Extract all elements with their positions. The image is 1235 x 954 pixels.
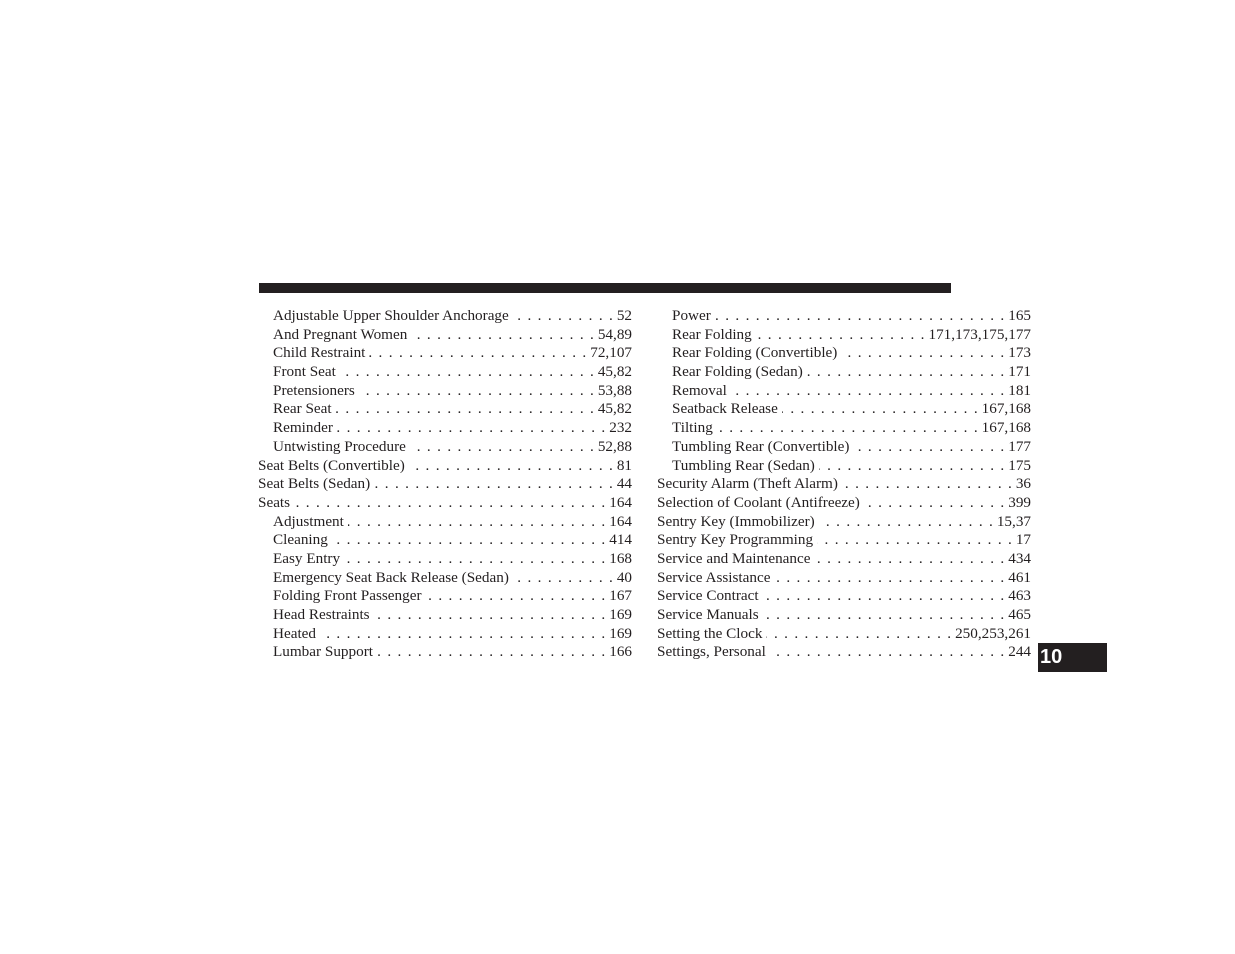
dot-leader [770,643,1004,662]
dot-leader [513,307,613,326]
index-term: Cleaning [273,531,328,549]
index-page-ref: 165 [1008,307,1031,324]
index-entry [657,363,1031,382]
index-page-ref: 52 [616,307,632,324]
index-page-ref: 36 [1015,475,1031,493]
dot-leader [763,587,1005,606]
dot-leader [426,587,606,606]
index-entry [258,344,632,363]
index-entry [258,419,632,438]
index-entry [657,550,1031,569]
index-entry [258,438,632,457]
dot-leader [715,307,1004,326]
index-entry [657,606,1031,625]
index-page-ref: 244 [1008,643,1031,661]
index-page-ref: 173 [1008,344,1031,362]
index-term: Rear Seat [273,400,332,418]
index-entry [258,587,632,606]
dot-leader [717,419,978,438]
index-column-left [258,307,632,662]
index-page-ref: 169 [609,624,632,642]
dot-leader [841,344,1004,363]
index-page-ref: 232 [609,419,632,437]
dot-leader [815,550,1005,569]
index-page-ref: 167,168 [981,419,1031,437]
dot-leader [782,400,978,419]
index-entry [258,307,632,326]
dot-leader [359,382,594,401]
dot-leader [807,363,1004,382]
dot-leader [853,438,1004,457]
header-rule [259,283,951,293]
index-entry [657,382,1031,401]
dot-leader [374,475,613,494]
dot-leader [332,531,605,550]
index-term: Tilting [672,419,713,437]
index-column-right [657,307,1031,662]
index-page-ref: 169 [609,606,632,623]
dot-leader [344,550,605,569]
dot-leader [763,606,1005,625]
index-page-ref: 166 [609,643,632,661]
index-entry [657,587,1031,606]
index-page-ref: 45,82 [597,400,632,418]
index-entry [258,382,632,401]
index-entry [258,569,632,588]
index-term: Power [672,307,711,324]
index-page-ref: 168 [609,549,632,567]
dot-leader [369,344,586,363]
index-entry [657,419,1031,438]
dot-leader [842,475,1012,494]
index-term: Seat Belts (Convertible) [258,456,405,474]
index-term: Sentry Key Programming [657,531,814,549]
index-entry [258,513,632,532]
index-term: Lumbar Support [273,643,373,661]
index-page-ref: 72,107 [590,344,632,362]
index-term: Head Restraints [273,606,370,623]
index-entry [258,550,632,569]
index-page-ref: 167 [609,587,632,605]
index-entry [258,400,632,419]
index-entry [258,457,632,476]
index-entry [657,307,1031,326]
index-page-ref: 171,173,175,177 [928,325,1031,343]
dot-leader [336,400,594,419]
index-page-ref: 461 [1008,568,1031,586]
index-entry [258,625,632,644]
index-entry [657,494,1031,513]
index-term: Seat Belts (Sedan) [258,475,371,493]
index-page-ref: 53,88 [597,381,632,399]
index-page-ref: 399 [1008,493,1031,511]
index-term: Service Contract [657,587,759,605]
index-term: Tumbling Rear (Sedan) [672,456,815,474]
index-page-ref: 171 [1008,363,1031,381]
dot-leader [411,326,594,345]
index-term: Sentry Key (Immobilizer) [657,512,815,530]
dot-leader [374,606,606,625]
index-term: Service Manuals [657,606,759,623]
dot-leader [337,419,605,438]
index-term: Rear Folding (Sedan) [672,363,803,381]
index-entry [657,457,1031,476]
dot-leader [731,382,1004,401]
index-page-ref: 45,82 [597,363,632,381]
index-term: Easy Entry [273,549,341,567]
index-page-ref: 167,168 [981,400,1031,418]
index-term: Selection of Coolant (Antifreeze) [657,493,860,511]
index-term: Seats [258,493,291,511]
index-page-ref: 40 [616,568,632,586]
index-page-ref: 164 [609,512,632,530]
index-page-ref: 44 [616,475,632,493]
index-term: Folding Front Passenger [273,587,422,605]
index-entry [258,606,632,625]
dot-leader [513,569,613,588]
index-term: Rear Folding (Convertible) [672,344,838,362]
dot-leader [766,625,951,644]
index-term: Security Alarm (Theft Alarm) [657,475,838,493]
index-entry [657,475,1031,494]
index-page-ref: 434 [1008,549,1031,567]
index-term: Removal [672,381,727,399]
dot-leader [819,513,993,532]
index-term: Service and Maintenance [657,549,811,567]
dot-leader [410,438,594,457]
index-page-ref: 81 [616,456,632,474]
index-term: Setting the Clock [657,624,763,642]
chapter-tab: 10 [1038,643,1107,672]
index-entry [258,363,632,382]
index-page-ref: 52,88 [597,437,632,455]
index-term: Emergency Seat Back Release (Sedan) [273,568,509,586]
index-entry [657,625,1031,644]
dot-leader [819,457,1004,476]
index-term: Service Assistance [657,568,771,586]
index-page-ref: 414 [609,531,632,549]
index-entry [657,513,1031,532]
index-term: Child Restraint [273,344,366,362]
dot-leader [348,513,605,532]
dot-leader [377,643,605,662]
index-entry [657,400,1031,419]
dot-leader [864,494,1004,513]
index-term: Reminder [273,419,333,437]
dot-leader [817,531,1012,550]
index-term: Seatback Release [672,400,778,418]
index-term: And Pregnant Women [273,325,408,343]
index-entry [657,643,1031,662]
index-page-ref: 177 [1008,437,1031,455]
index-page-ref: 175 [1008,456,1031,474]
index-entry [258,326,632,345]
index-page-ref: 164 [609,493,632,511]
dot-leader [409,457,613,476]
index-entry [258,475,632,494]
index-entry [657,326,1031,345]
index-entry [258,494,632,513]
index-term: Tumbling Rear (Convertible) [672,437,850,455]
index-term: Settings, Personal [657,643,766,661]
index-term: Pretensioners [273,381,355,399]
index-page-ref: 463 [1008,587,1031,605]
index-entry [258,531,632,550]
index-entry [258,643,632,662]
index-entry [657,569,1031,588]
index-term: Adjustable Upper Shoulder Anchorage [273,307,509,324]
index-page-ref: 15,37 [996,512,1031,530]
index-term: Untwisting Procedure [273,437,406,455]
index-page-ref: 17 [1015,531,1031,549]
dot-leader [774,569,1004,588]
index-page-ref: 250,253,261 [955,624,1031,642]
dot-leader [294,494,605,513]
index-term: Heated [273,624,317,642]
index-page-ref: 54,89 [597,325,632,343]
index-term: Adjustment [273,512,344,530]
index-entry [657,438,1031,457]
index-entry [657,344,1031,363]
index-page-ref: 181 [1008,381,1031,399]
index-term: Front Seat [273,363,336,381]
index-page-ref: 465 [1008,606,1031,623]
dot-leader [320,625,605,644]
index-term: Rear Folding [672,325,752,343]
dot-leader [340,363,594,382]
index-entry [657,531,1031,550]
dot-leader [756,326,925,345]
